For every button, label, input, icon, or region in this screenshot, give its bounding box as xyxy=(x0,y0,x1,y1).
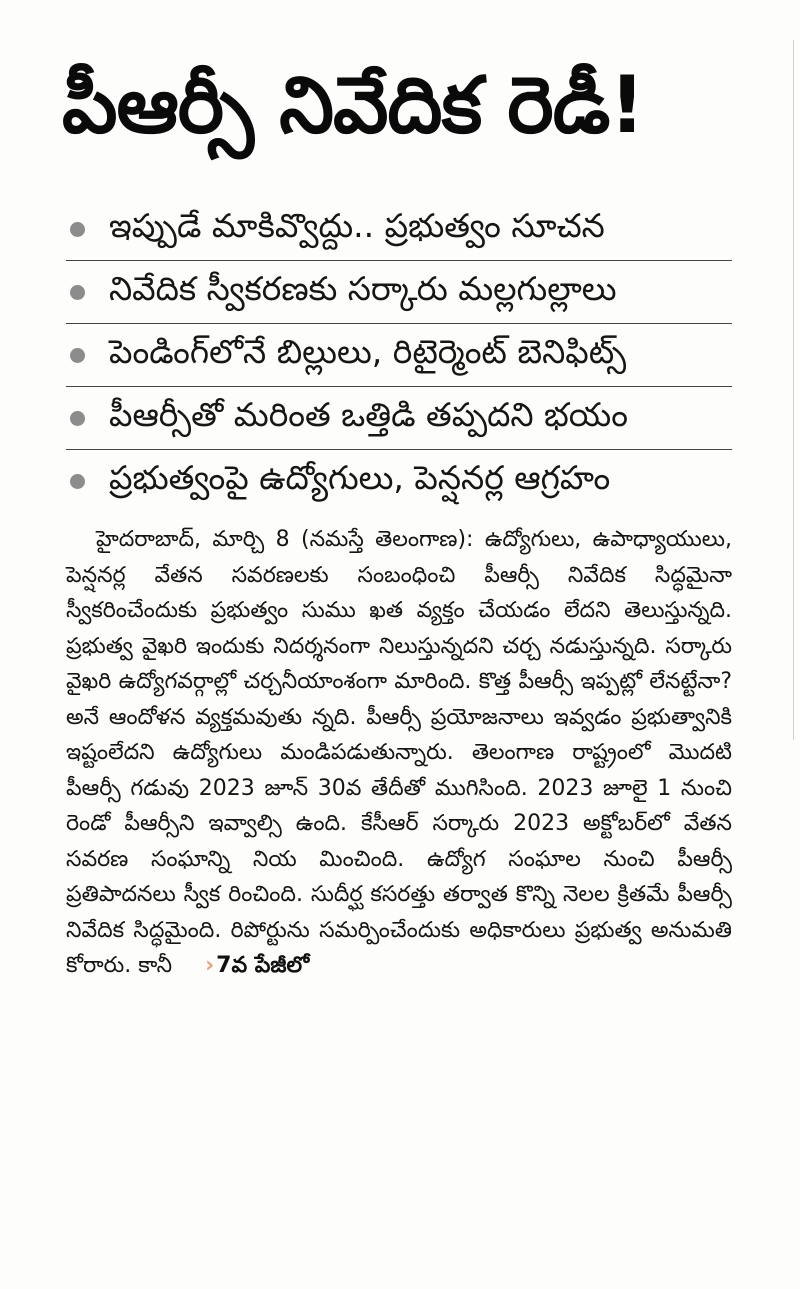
headline: పీఆర్సీ నివేదిక రెడీ! xyxy=(62,61,644,151)
bullet-dot-icon xyxy=(70,222,85,237)
bullet-item xyxy=(66,450,732,512)
bullet-item xyxy=(66,261,732,324)
bullet-item xyxy=(66,198,732,261)
article-paragraph: హైదరాబాద్, మార్చి 8 (నమస్తే తెలంగాణ): ఉద్యోగులు, ఉపాధ్యాయులు, పెన్షనర్ల వేతన సవరణలకు సంబంధించి పీఆర్సీ నివేదిక సిద్ధమైనా స్వీకరించేందుకు ప్రభుత్వం సుము ఖత వ్యక్తం చేయడం లేదని తెలుస్తున్నది. ప్రభుత్వ వైఖరి ఇందుకు నిదర్శనంగా నిలుస్తున్నదని చర్చ నడుస్తున్నది. సర్కారు వైఖరి ఉద్యోగవర్గాల్లో చర్చనీయాంశంగా మారింది. కొత్త పీఆర్సీ ఇప్పట్లో లేనట్టేనా? అనే ఆందోళన వ్యక్తమవుతు న్నది. పీఆర్సీ ప్రయోజనాలు ఇవ్వడం ప్రభుత్వానికి ఇష్టంలేదని ఉద్యోగులు మండిపడుతున్నారు. తెలంగాణ రాష్ట్రంలో మొదటి పీఆర్సీ గడువు 2023 జూన్ 30వ తేదీతో ముగిసింది. 2023 జూలై 1 నుంచి రెండో పీఆర్సీని ఇవ్వాల్సి ఉంది. కేసీఆర్ సర్కారు 2023 అక్టోబర్‌లో వేతన సవరణ సంఘాన్ని నియ మించింది. ఉద్యోగ సంఘాల నుంచి పీఆర్సీ ప్రతిపాదనలు స్వీక రించింది. సుదీర్ఘ కసరత్తు తర్వాత కొన్ని నెలల క్రితమే పీఆర్సీ నివేదిక సిద్ధమైంది. రిపోర్టును సమర్పించేందుకు అధికారులు ప్రభుత్వ అనుమతి కోరారు. కానీ xyxy=(66,527,732,978)
continued-on-page xyxy=(205,948,309,984)
bullet-text: పీఆర్సీతో మరింత ఒత్తిడి తప్పదని భయం xyxy=(109,394,628,434)
bullet-dot-icon xyxy=(70,348,85,363)
bullet-item xyxy=(66,324,732,387)
bullet-dot-icon xyxy=(70,411,85,426)
continue-arrow-icon: › xyxy=(205,953,215,978)
bullet-text: ఇప్పుడే మాకివ్వొద్దు.. ప్రభుత్వం సూచన xyxy=(109,205,605,245)
bullet-dot-icon xyxy=(70,285,85,300)
article-body xyxy=(66,522,732,984)
bullet-item xyxy=(66,387,732,450)
bullet-text: నివేదిక స్వీకరణకు సర్కారు మల్లగుల్లాలు xyxy=(109,268,617,308)
bullet-text: ప్రభుత్వంపై ఉద్యోగులు, పెన్షనర్ల ఆగ్రహం xyxy=(109,457,611,497)
bullet-dot-icon xyxy=(70,474,85,489)
page-edge-divider xyxy=(793,40,794,740)
bullet-text: పెండింగ్‌లోనే బిల్లులు, రిటైర్మెంట్ బెనిఫిట్స్ xyxy=(109,331,627,371)
continued-label: 7వ పేజీలో xyxy=(216,953,310,978)
highlight-bullets xyxy=(66,198,732,512)
